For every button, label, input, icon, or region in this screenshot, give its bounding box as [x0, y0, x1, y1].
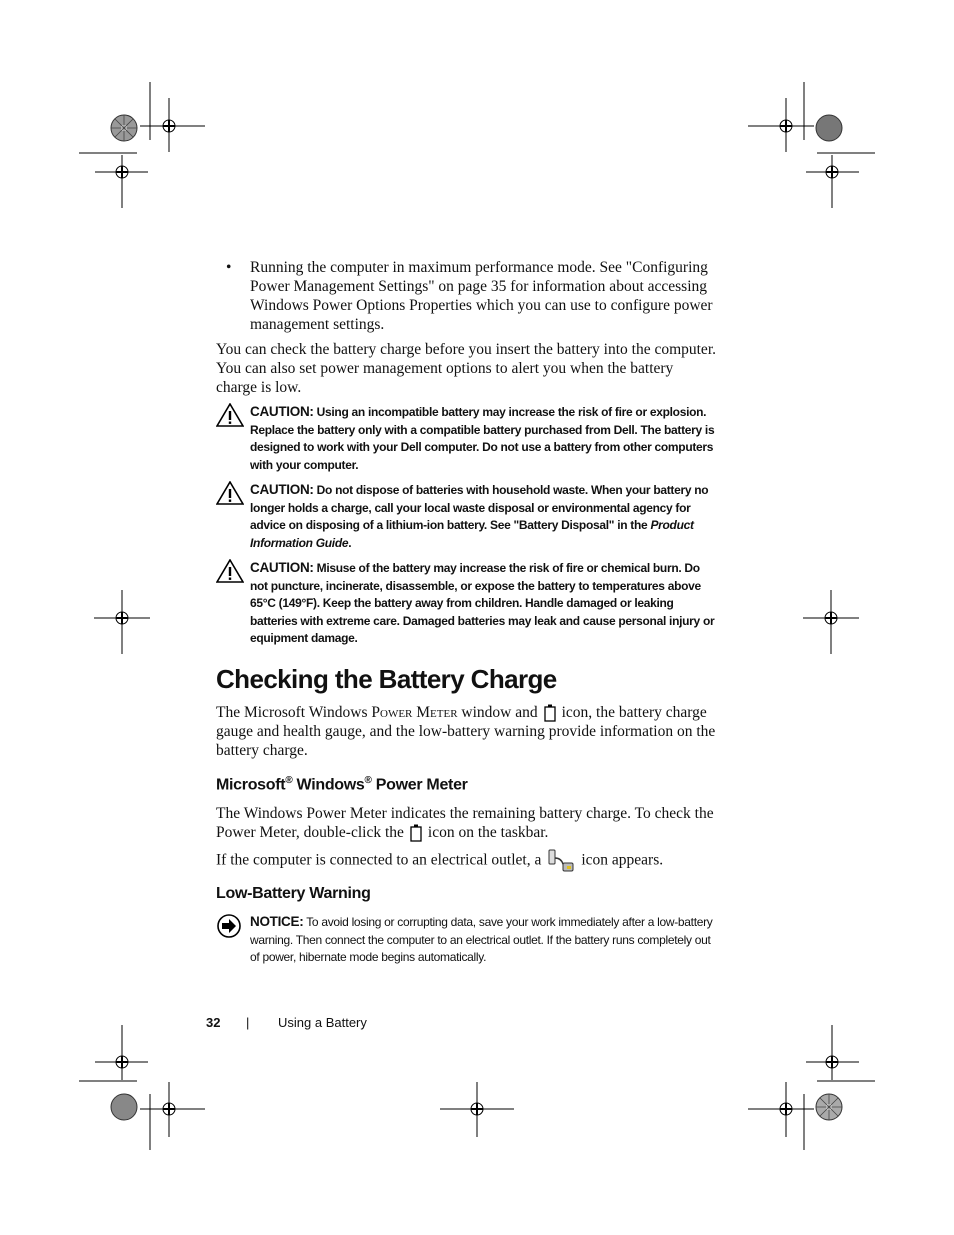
notice-text: To avoid losing or corrupting data, save your work immediately after a low-battery warning. Then connect the computer to an electrical outlet. If the battery runs completely out of power, hibernate mode begins automatically. [250, 915, 713, 964]
caution-block-1 [216, 403, 716, 474]
title-power-meter: Power Meter [375, 776, 468, 794]
outlet-paragraph [216, 848, 716, 874]
warning-triangle-icon [216, 403, 244, 427]
caution-end: . [348, 535, 352, 550]
caution-text: Misuse of the battery may increase the risk of fire or chemical burn. Do not puncture, incinerate, disassemble, or expose the battery to temperatures above 65°C (149°F). Keep the battery away from children. Handle damaged or leaking batteries with extreme care. Damaged batteries may leak and cause personal injury or equipment damage. [250, 561, 715, 645]
caution-text: Using an incompatible battery may increase the risk of fire or explosion. Replace the battery only with a compatible battery purchased from Dell. The battery is designed to work with your Dell computer. Do not use a battery from other computers with your computer. [250, 405, 715, 472]
notice-arrow-icon [216, 913, 242, 939]
section-title: Checking the Battery Charge [216, 664, 557, 694]
subsection-title-power-meter [216, 775, 468, 794]
intro-paragraph: You can check the battery charge before you insert the battery into the computer. You can also set power management options to alert you when the battery charge is low. [216, 341, 716, 396]
caution-text: Do not dispose of batteries with household waste. When your battery no longer holds a charge, call your local waste disposal or environmental agency for advice on disposing of a lithium-ion battery. See "Battery Disposal" in the [250, 483, 709, 532]
page-number: 32 [206, 1015, 221, 1030]
caution-label: CAUTION: [250, 482, 314, 497]
notice-label: NOTICE: [250, 914, 304, 929]
subsection-title-low-battery: Low-Battery Warning [216, 885, 371, 902]
registered-mark: ® [285, 775, 293, 786]
registered-mark: ® [364, 775, 372, 786]
title-windows: Windows [296, 776, 365, 794]
bullet-item [216, 258, 716, 334]
power-meter-paragraph [216, 804, 716, 842]
bullet-text: Running the computer in maximum performance mode. See "Configuring Power Management Settings" on page 35 for information about accessing Windows Power Options Properties which you can use to configure power management settings. [250, 259, 713, 333]
caution-label: CAUTION: [250, 404, 314, 419]
warning-triangle-icon [216, 481, 244, 505]
title-microsoft: Microsoft [216, 776, 286, 794]
bullet-symbol: • [226, 259, 232, 276]
caution-block-3 [216, 559, 716, 648]
section-intro-part2: window and [461, 704, 538, 721]
power-plug-icon [547, 848, 575, 874]
power-meter-text-b: icon on the taskbar. [427, 824, 549, 841]
footer-chapter: Using a Battery [278, 1015, 367, 1030]
section-intro [216, 703, 716, 760]
battery-icon [410, 824, 422, 842]
outlet-text-b: icon appears. [581, 851, 664, 869]
caution-label: CAUTION: [250, 560, 314, 575]
notice-block [216, 913, 716, 967]
section-intro-part1: The Microsoft Windows [216, 704, 368, 721]
outlet-text-a: If the computer is connected to an electrical outlet, a [216, 851, 542, 869]
section-intro-part3: icon, the battery charge gauge and health gauge, and the low-battery warning provide information on the battery charge. [216, 704, 716, 760]
caution-italic-reference: Product Information Guide [250, 518, 694, 550]
battery-icon [544, 704, 556, 722]
caution-block-2 [216, 481, 716, 552]
warning-triangle-icon [216, 559, 244, 583]
footer-separator: | [246, 1015, 250, 1030]
power-meter-term: Power Meter [371, 704, 458, 721]
power-meter-text-a: The Windows Power Meter indicates the remaining battery charge. To check the Power Meter, double-click the [216, 805, 714, 841]
